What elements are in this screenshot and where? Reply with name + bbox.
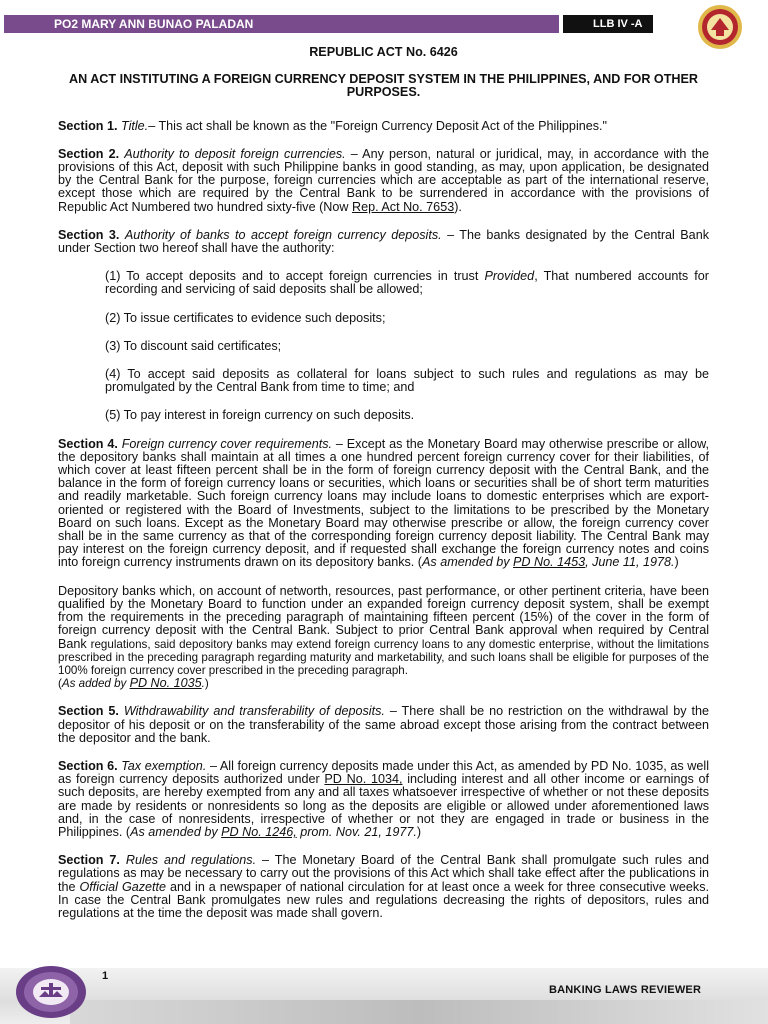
- page-number: 1: [102, 970, 109, 982]
- author-name: PO2 MARY ANN BUNAO PALADAN: [54, 17, 254, 31]
- course-code-bar: [563, 15, 653, 33]
- list-item-2: (2) To issue certificates to evidence such deposits;: [105, 310, 386, 325]
- section-text-end: ).: [454, 199, 462, 214]
- footer-bar: [70, 1000, 768, 1024]
- section-heading: Tax exemption.: [121, 758, 207, 773]
- section-4: [58, 438, 709, 570]
- section-5: [58, 705, 709, 745]
- section-heading: Withdrawability and transferability of deposits.: [123, 704, 385, 719]
- section-text-end: ): [674, 555, 679, 570]
- pd-1453-link[interactable]: [513, 555, 585, 569]
- pd-1453-link-text: PD No. 1453: [513, 555, 586, 570]
- pd-1246-link[interactable]: [221, 825, 297, 839]
- paren-close: ): [204, 677, 209, 691]
- section-text-end: ): [416, 824, 422, 839]
- footer-title: BANKING LAWS REVIEWER: [549, 984, 702, 996]
- document-body: [58, 46, 709, 935]
- section-text: – The banks designated by the Central Bank under Section two hereof shall have the authority:: [58, 227, 709, 256]
- section-label: Section 4.: [58, 436, 118, 451]
- section-label: Section 2.: [58, 146, 120, 161]
- pd-1034-link[interactable]: PD No. 1034,: [324, 772, 403, 787]
- list-item-text: , That numbered accounts for recording and servicing of said deposits shall be allowed;: [105, 269, 710, 297]
- section-1: [58, 120, 709, 133]
- section-text: – There shall be no restriction on the withdrawal by the depositor of his deposit or on the transferability of the same abroad except those arising from the contract between the depositor and the bank.: [58, 704, 709, 745]
- addition-note: As added by: [61, 677, 130, 691]
- paragraph-text: Depository banks which, on account of networth, resources, past performance, or other pertinent criteria, have been qualified by the Monetary Board to function under an expanded foreign currency deposit system, shall be exempt from the requirements in the preceding paragraph of maintaining fifteen percent (15%) of the cover in the form of foreign currency deposit with the Central Bank. Subject to prior Central Bank approval when required by Central Bank: [58, 583, 709, 651]
- section-text: including interest and all other income or earnings of such deposits, are hereby exempted from any and all taxes whatsoever irrespective of whether or not these deposits are made by residents or nonresidents so long as the deposits are eligible or allowed under aforementioned laws and, in the case of nonresidents, irrespective of whether or not they are engaged in trade or business in the Philippines. (: [58, 772, 709, 839]
- list-item-3: (3) To discount said certificates;: [105, 338, 282, 353]
- section-heading: Foreign currency cover requirements.: [121, 436, 333, 451]
- pd-1035-link[interactable]: [130, 676, 202, 690]
- section-4-paragraph-2: [58, 585, 709, 691]
- section-7: [58, 854, 709, 920]
- act-title: REPUBLIC ACT No. 6426: [309, 45, 458, 59]
- section-label: Section 5.: [58, 704, 119, 719]
- author-bar: [4, 15, 559, 33]
- section-label: Section 6.: [58, 758, 118, 773]
- ra-7653-link[interactable]: Rep. Act No. 7653: [351, 199, 455, 214]
- section-text: and in a newspaper of national circulation for at least once a week for three consecutive weeks. In case the Central Bank promulgates new rules and regulations decreasing the rights of depositors, rules and regulations at the time the deposit was made shall govern.: [58, 879, 709, 920]
- list-item-1: [105, 270, 709, 296]
- pd-1035-link-text: PD No. 1035: [129, 676, 202, 691]
- list-item-emphasis: Provided: [484, 269, 535, 284]
- section-text: – This act shall be known as the "Foreign Currency Deposit Act of the Philippines.": [148, 118, 608, 133]
- section-text: – Except as the Monetary Board may otherwise prescribe or allow, the depository banks shall maintain at all times a one hundred percent foreign currency cover for their liabilities, of which cover at least fifteen percent shall be in the form of foreign currency deposit with the Central Bank, and the balance in the form of foreign currency loans or securities, which loans or securities shall be of short term maturities and readily marketable. Such foreign currency loans may include loans to domestic enterprises which are export-oriented or registered with the Board of Investments, subject to the limitations to be prescribed by the Monetary Board on such loans. Except as the Monetary Board may otherwise prescribe or allow, the foreign currency cover shall be in the same currency as that of the corresponding foreign currency deposit liability. The Central Bank may pay interest on the foreign currency deposit, and if requested shall exchange the foreign currency notes and coins into foreign currency instruments drawn on its depository banks. (: [58, 436, 710, 570]
- section-6: [58, 760, 709, 839]
- list-item-5: (5) To pay interest in foreign currency on such deposits.: [105, 408, 415, 423]
- section-label: Section 7.: [58, 853, 120, 868]
- section-3: [58, 229, 709, 255]
- section-text: – All foreign currency deposits made under this Act, as amended by PD No. 1035, as well as foreign currency deposits authorized under: [58, 758, 709, 787]
- act-subtitle: AN ACT INSTITUTING A FOREIGN CURRENCY DEPOSIT SYSTEM IN THE PHILIPPINES, AND FOR OTHER PURPOSES.: [68, 72, 699, 100]
- section-heading: Authority of banks to accept foreign currency deposits.: [124, 227, 442, 242]
- list-item-text: (1) To accept deposits and to accept foreign currencies in trust: [105, 269, 485, 284]
- amendment-date: prom. Nov. 21, 1977.: [296, 824, 417, 839]
- amendment-date: , June 11, 1978.: [585, 555, 675, 570]
- course-code: LLB IV -A: [593, 18, 643, 30]
- section-2: [58, 148, 709, 214]
- university-seal-logo: [697, 4, 743, 50]
- section-text: – The Monetary Board of the Central Bank shall promulgate such rules and regulations as may be necessary to carry out the provisions of this Act which shall take effect after the publications in the: [58, 853, 710, 894]
- paragraph-text-small: regulations, said depository banks may extend foreign currency loans to any domestic enterprise, without the limitations prescribed in the preceding paragraph regarding maturity and marketability, and such loans shall be eligible for purposes of the 100% foreign currency cover prescribed in the preceding paragraph.: [58, 637, 709, 677]
- section-heading: Rules and regulations.: [125, 853, 257, 868]
- section-label: Section 3.: [58, 227, 120, 242]
- section-label: Section 1.: [58, 118, 118, 133]
- amendment-note: As amended by: [130, 824, 222, 839]
- amendment-note: As amended by: [422, 555, 514, 570]
- list-item-4: (4) To accept said deposits as collateral for loans subject to such rules and regulations as may be promulgated by the Central Bank from time to time; and: [105, 367, 709, 395]
- section-text: – Any person, natural or juridical, may, in accordance with the provisions of this Act, deposit with such Philippine banks in good standing, as may, upon application, be designated by the Central Bank for the purpose, foreign currencies which are acceptable as part of the international reserve, except those which are required by the Central Bank to be surrendered in accordance with the provisions of Republic Act Numbered two hundred sixty-five (Now: [58, 146, 710, 214]
- college-of-law-seal-logo: [14, 965, 88, 1019]
- official-gazette: Official Gazette: [79, 879, 167, 894]
- addition-note-end: .: [201, 677, 205, 691]
- section-heading: Authority to deposit foreign currencies.: [124, 146, 346, 161]
- pd-1246-link-text: PD No. 1246,: [221, 824, 297, 839]
- paren-open: (: [58, 677, 62, 691]
- section-heading: Title.: [121, 118, 149, 133]
